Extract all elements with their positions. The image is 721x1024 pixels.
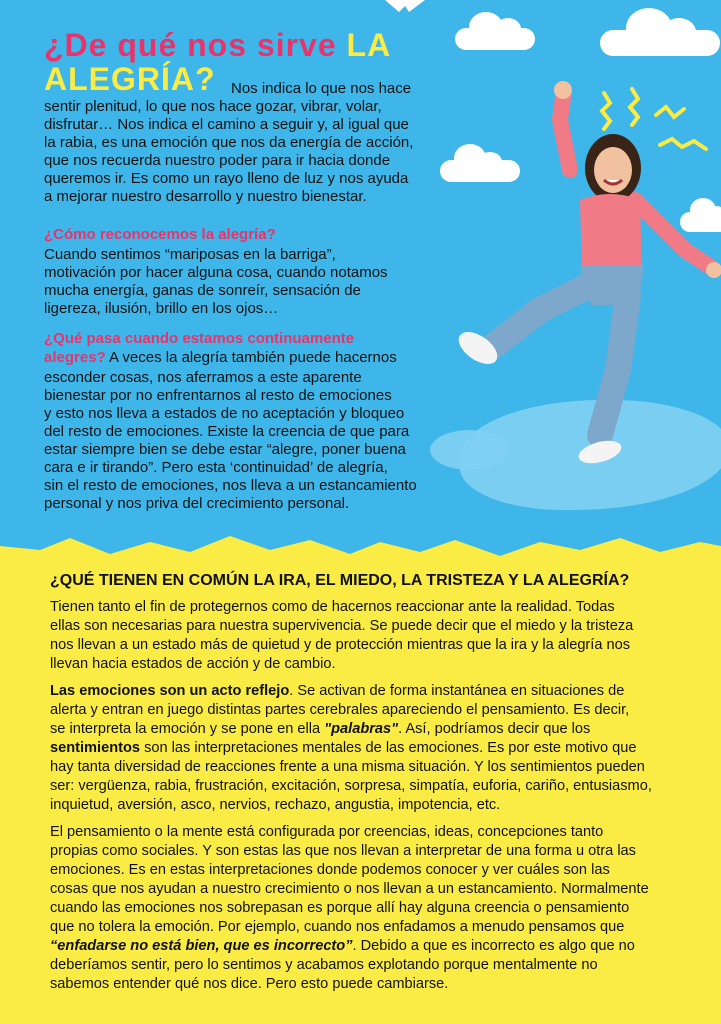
cloud-icon xyxy=(600,30,720,56)
body-line: llevan hacia estados de acción y de cambio. xyxy=(50,656,336,672)
answer-line: del resto de emociones. Existe la creencia de que para xyxy=(44,423,410,440)
body-text: . Se activan de forma instantánea en situaciones de xyxy=(289,683,625,699)
title-part: LA xyxy=(346,27,392,63)
question-heading: ¿Cómo reconocemos la alegría? xyxy=(44,226,276,243)
body-text: . Debido a que es incorrecto es algo que no xyxy=(352,938,635,954)
answer-line: personal y nos priva del crecimiento personal. xyxy=(44,495,350,512)
answer-line: ligereza, ilusión, brillo en los ojos… xyxy=(44,300,279,317)
body-line: nos llevan a un estado más de quietud y de protección mientras que la ira y la alegría nos xyxy=(50,637,631,653)
emphasis-bold: Las emociones son un acto reflejo xyxy=(50,683,290,699)
body-line: cosas que nos ayudan a nuestro crecimiento o nos llevan a un estancamiento. Normalmente xyxy=(50,881,649,897)
emphasis-bold: sentimientos xyxy=(50,740,141,756)
intro-line: la rabia, es una emoción que nos da energía de acción, xyxy=(44,134,414,151)
title-part: ALEGRÍA? xyxy=(44,61,216,97)
question-heading-end: alegres? xyxy=(44,349,106,366)
answer-line: cara e ir tirando”. Pero esta ‘continuidad’ de alegría, xyxy=(44,459,388,476)
body-line: emociones. Es en estas interpretaciones donde podemos conocer y ver cuáles son las xyxy=(50,862,610,878)
title-part: ¿De qué nos sirve xyxy=(44,27,337,63)
body-line: Tienen tanto el fin de protegernos como de hacernos reaccionar ante la realidad. Todas xyxy=(50,599,615,615)
answer-line: mucha energía, ganas de sonreír, sensación de xyxy=(44,282,361,299)
body-line: ellas son necesarias para nuestra supervivencia. Se puede decir que el miedo y la tristeza xyxy=(50,618,634,634)
body-line xyxy=(50,682,686,700)
body-line: sabemos entender qué nos dice. Pero esto puede cambiarse. xyxy=(50,976,449,992)
answer-line: y esto nos lleva a estados de no aceptación y bloqueo xyxy=(44,405,405,422)
body-line: alerta y entran en juego distintas partes cerebrales apareciendo el pensamiento. Es decir, xyxy=(50,702,630,718)
answer-line xyxy=(44,349,434,367)
answer-line: motivación por hacer alguna cosa, cuando notamos xyxy=(44,264,388,281)
body-text: son las interpretaciones mentales de las emociones. Es por este motivo que xyxy=(140,740,637,756)
answer-line: Cuando sentimos “mariposas en la barriga”, xyxy=(44,246,336,263)
intro-line: queremos ir. Es como un rayo lleno de luz y nos ayuda xyxy=(44,170,409,187)
intro-lead: Nos indica lo que nos hace xyxy=(231,80,412,97)
cloud-icon xyxy=(455,28,535,50)
emphasis-bold-italic: “enfadarse no está bien, que es incorrecto” xyxy=(50,938,353,954)
answer-line: estar siempre bien se debe estar “alegre, poner buena xyxy=(44,441,406,458)
burst-icon xyxy=(385,0,425,14)
body-line xyxy=(50,720,686,738)
jumping-woman-illustration xyxy=(450,80,721,480)
intro-line: que nos recuerda nuestro poder para ir hacia donde xyxy=(44,152,391,169)
answer-line: bienestar por no enfrentarnos al resto de emociones xyxy=(44,387,392,404)
question-heading: ¿Qué pasa cuando estamos continuamente xyxy=(44,330,355,347)
body-line: cuando las emociones nos sobrepasan es porque allí hay alguna creencia o pensamiento xyxy=(50,900,630,916)
body-line: ser: vergüenza, rabia, frustración, excitación, sorpresa, simpatía, euforia, cariño, entusiasmo, xyxy=(50,778,652,794)
body-line: El pensamiento o la mente está configurada por creencias, ideas, concepciones tanto xyxy=(50,824,604,840)
body-line: inquietud, aversión, asco, nervios, rechazo, angustia, impotencia, etc. xyxy=(50,797,501,813)
answer-lead: A veces la alegría también puede hacernos xyxy=(109,349,397,366)
section-heading: ¿QUÉ TIENEN EN COMÚN LA IRA, EL MIEDO, LA TRISTEZA Y LA ALEGRÍA? xyxy=(50,572,630,589)
body-line xyxy=(50,739,686,757)
body-text: . Así, podríamos decir que los xyxy=(398,721,591,737)
body-line: hay tanta diversidad de reacciones frente a una misma situación. Y los sentimientos pueden xyxy=(50,759,645,775)
body-line: propias como sociales. Y son estas las que nos llevan a interpretar de una forma u otra las xyxy=(50,843,636,859)
body-line: que no tolera la emoción. Por ejemplo, cuando nos enfadamos a menudo pensamos que xyxy=(50,919,625,935)
answer-line: esconder cosas, nos aferramos a este aparente xyxy=(44,369,362,386)
intro-line: sentir plenitud, lo que nos hace gozar, vibrar, volar, xyxy=(44,98,382,115)
body-line: deberíamos sentir, pero lo sentimos y acabamos explotando porque mentalmente no xyxy=(50,957,598,973)
intro-line: disfrutar… Nos indica el camino a seguir y, al igual que xyxy=(44,116,409,133)
body-text: se interpreta la emoción y se pone en ella xyxy=(50,721,325,737)
emphasis-bold-italic: "palabras" xyxy=(324,721,399,737)
intro-line: a mejorar nuestro desarrollo y nuestro bienestar. xyxy=(44,188,367,205)
body-line xyxy=(50,937,686,955)
answer-line: sin el resto de emociones, nos lleva a un estancamiento xyxy=(44,477,417,494)
